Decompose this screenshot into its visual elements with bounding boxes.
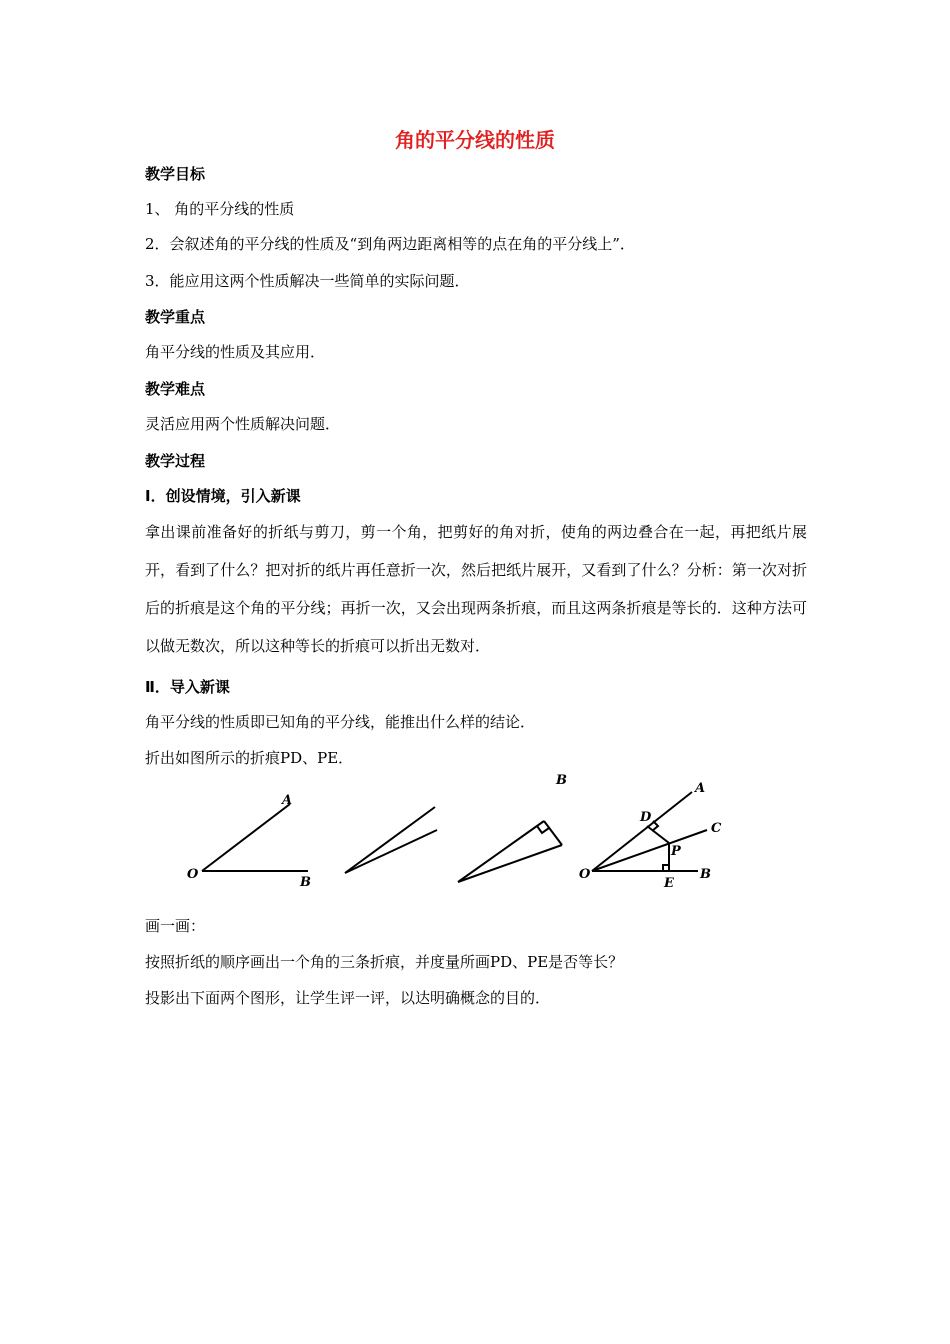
page-title: 角的平分线的性质 <box>395 128 555 152</box>
fig3-lower-edge <box>458 845 562 882</box>
key-heading: 教学重点 <box>145 308 206 326</box>
fig4-label-e: E <box>664 876 674 891</box>
difficulty-text: 灵活应用两个性质解决问题． <box>145 415 341 433</box>
part2-line-2: 折出如图所示的折痕PD、PE． <box>145 749 354 767</box>
fig1-label-a: A <box>282 793 293 808</box>
draw-heading: 画一画： <box>145 917 206 935</box>
fig4-label-d: D <box>640 810 652 825</box>
fig4-ray-oc <box>592 830 707 871</box>
difficulty-heading: 教学难点 <box>145 380 206 398</box>
key-text: 角平分线的性质及其应用． <box>145 343 326 361</box>
part1-text: 拿出课前准备好的折纸与剪刀，剪一个角，把剪好的角对折，使角的两边叠合在一起，再把纸片展开，看到了什么？把对折的纸片再任意折一次，然后把纸片展开，又看到了什么？分析：第一次对折后的折痕是这个角的平分线；再折一次，又会出现两条折痕，而且这两条折痕是等长的．这种方法可以做无数次，所以这种等长的折痕可以折出无数对． <box>145 523 807 655</box>
fig4-ray-oa <box>592 792 692 871</box>
objective-3: 3．能应用这两个性质解决一些简单的实际问题． <box>145 272 470 290</box>
fig1-label-b: B <box>300 875 311 890</box>
process-heading: 教学过程 <box>145 452 206 470</box>
fig4-segment-pd <box>647 826 669 843</box>
fig4-label-a: A <box>695 781 706 796</box>
fig3-right-angle-mark <box>537 826 549 833</box>
fig4-label-c: C <box>711 821 722 836</box>
fig4-label-o: O <box>579 867 591 882</box>
objective-2: 2．会叙述角的平分线的性质及“到角两边距离相等的点在角的平分线上”． <box>145 235 635 253</box>
fig1-ray-oa <box>202 804 290 871</box>
objectives-heading: 教学目标 <box>145 165 206 183</box>
fig3-label-b: B <box>556 773 567 788</box>
objective-1: 1、 角的平分线的性质 <box>145 200 295 218</box>
draw-line-2: 投影出下面两个图形，让学生评一评，以达明确概念的目的． <box>145 989 551 1007</box>
figures-svg <box>180 770 740 895</box>
fig4-label-p: P <box>671 844 681 859</box>
fig2-upper-edge <box>345 807 435 873</box>
angle-bisector-figures <box>180 770 740 895</box>
part1-heading: Ⅰ．创设情境，引入新课 <box>145 487 301 505</box>
draw-line-1: 按照折纸的顺序画出一个角的三条折痕，并度量所画PD、PE是否等长？ <box>145 953 624 971</box>
part2-line-1: 角平分线的性质即已知角的平分线，能推出什么样的结论． <box>145 713 536 731</box>
part2-heading: Ⅱ．导入新课 <box>145 678 230 696</box>
fig2-lower-edge <box>345 830 437 873</box>
fig4-label-b: B <box>700 867 711 882</box>
fig3-upper-edge <box>458 821 544 882</box>
fig3-fold-edge <box>544 821 562 845</box>
fig1-label-o: O <box>187 867 199 882</box>
